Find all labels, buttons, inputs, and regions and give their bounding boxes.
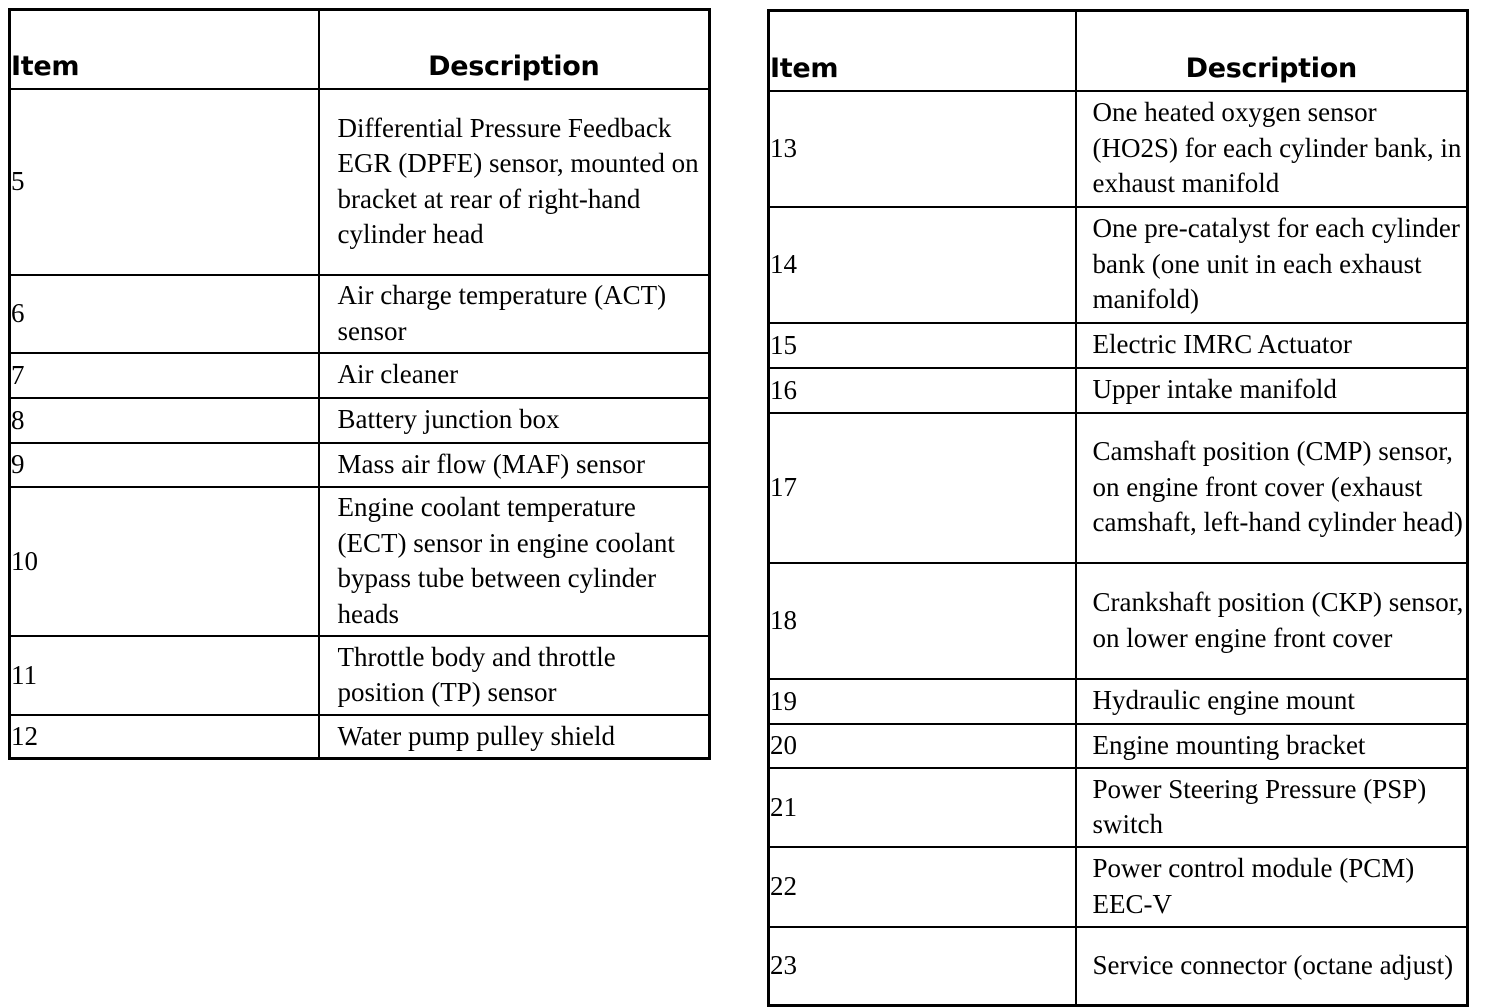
- table-row: [769, 563, 1468, 679]
- item-number: 7: [10, 353, 319, 398]
- item-number: 17: [769, 413, 1076, 563]
- item-number: 16: [769, 368, 1076, 413]
- table-row: [769, 368, 1468, 413]
- item-description: Electric IMRC Actuator: [1076, 323, 1468, 368]
- item-number: 13: [769, 91, 1076, 207]
- table-row: [769, 847, 1468, 927]
- item-description: Differential Pressure Feedback EGR (DPFE) sensor, mounted on bracket at rear of right-hand cylinder head: [319, 89, 710, 275]
- item-column-header: Item: [769, 11, 1076, 91]
- item-number: 9: [10, 443, 319, 487]
- table-row: [769, 91, 1468, 207]
- table-row: [10, 636, 710, 715]
- table-row: [769, 413, 1468, 563]
- table-row: [769, 927, 1468, 1006]
- item-column-header: Item: [10, 10, 319, 89]
- table-row: [10, 275, 710, 353]
- item-description: One pre-catalyst for each cylinder bank (one unit in each exhaust manifold): [1076, 207, 1468, 323]
- item-description: Air cleaner: [319, 353, 710, 398]
- table-row: [10, 89, 710, 275]
- table-row: [769, 207, 1468, 323]
- item-number: 12: [10, 715, 319, 759]
- table-row: [10, 443, 710, 487]
- item-number: 5: [10, 89, 319, 275]
- item-description: Upper intake manifold: [1076, 368, 1468, 413]
- item-description: Engine mounting bracket: [1076, 724, 1468, 768]
- item-number: 19: [769, 679, 1076, 724]
- item-number: 14: [769, 207, 1076, 323]
- item-description: Mass air flow (MAF) sensor: [319, 443, 710, 487]
- item-number: 20: [769, 724, 1076, 768]
- item-description: Water pump pulley shield: [319, 715, 710, 759]
- item-description: Throttle body and throttle position (TP) sensor: [319, 636, 710, 715]
- parts-table-left: [8, 8, 711, 760]
- item-description: Engine coolant temperature (ECT) sensor in engine coolant bypass tube between cylinder heads: [319, 487, 710, 636]
- description-column-header: Description: [1076, 11, 1468, 91]
- parts-table-right: [767, 9, 1469, 1007]
- table-header-row: [10, 10, 710, 89]
- table-row: [10, 487, 710, 636]
- item-description: Battery junction box: [319, 398, 710, 443]
- table-row: [769, 724, 1468, 768]
- table-row: [10, 398, 710, 443]
- item-number: 22: [769, 847, 1076, 927]
- table-header-row: [769, 11, 1468, 91]
- table-row: [10, 715, 710, 759]
- item-description: Crankshaft position (CKP) sensor, on lower engine front cover: [1076, 563, 1468, 679]
- item-description: Power Steering Pressure (PSP) switch: [1076, 768, 1468, 847]
- table-row: [769, 323, 1468, 368]
- table-row: [769, 768, 1468, 847]
- item-description: Service connector (octane adjust): [1076, 927, 1468, 1006]
- table-row: [10, 353, 710, 398]
- item-number: 23: [769, 927, 1076, 1006]
- table-row: [769, 679, 1468, 724]
- item-description: Camshaft position (CMP) sensor, on engine front cover (exhaust camshaft, left-hand cylinder head): [1076, 413, 1468, 563]
- item-description: Hydraulic engine mount: [1076, 679, 1468, 724]
- item-number: 8: [10, 398, 319, 443]
- item-number: 18: [769, 563, 1076, 679]
- item-number: 10: [10, 487, 319, 636]
- item-description: Air charge temperature (ACT) sensor: [319, 275, 710, 353]
- description-column-header: Description: [319, 10, 710, 89]
- item-number: 15: [769, 323, 1076, 368]
- item-number: 6: [10, 275, 319, 353]
- item-number: 21: [769, 768, 1076, 847]
- item-number: 11: [10, 636, 319, 715]
- item-description: Power control module (PCM) EEC-V: [1076, 847, 1468, 927]
- item-description: One heated oxygen sensor (HO2S) for each cylinder bank, in exhaust manifold: [1076, 91, 1468, 207]
